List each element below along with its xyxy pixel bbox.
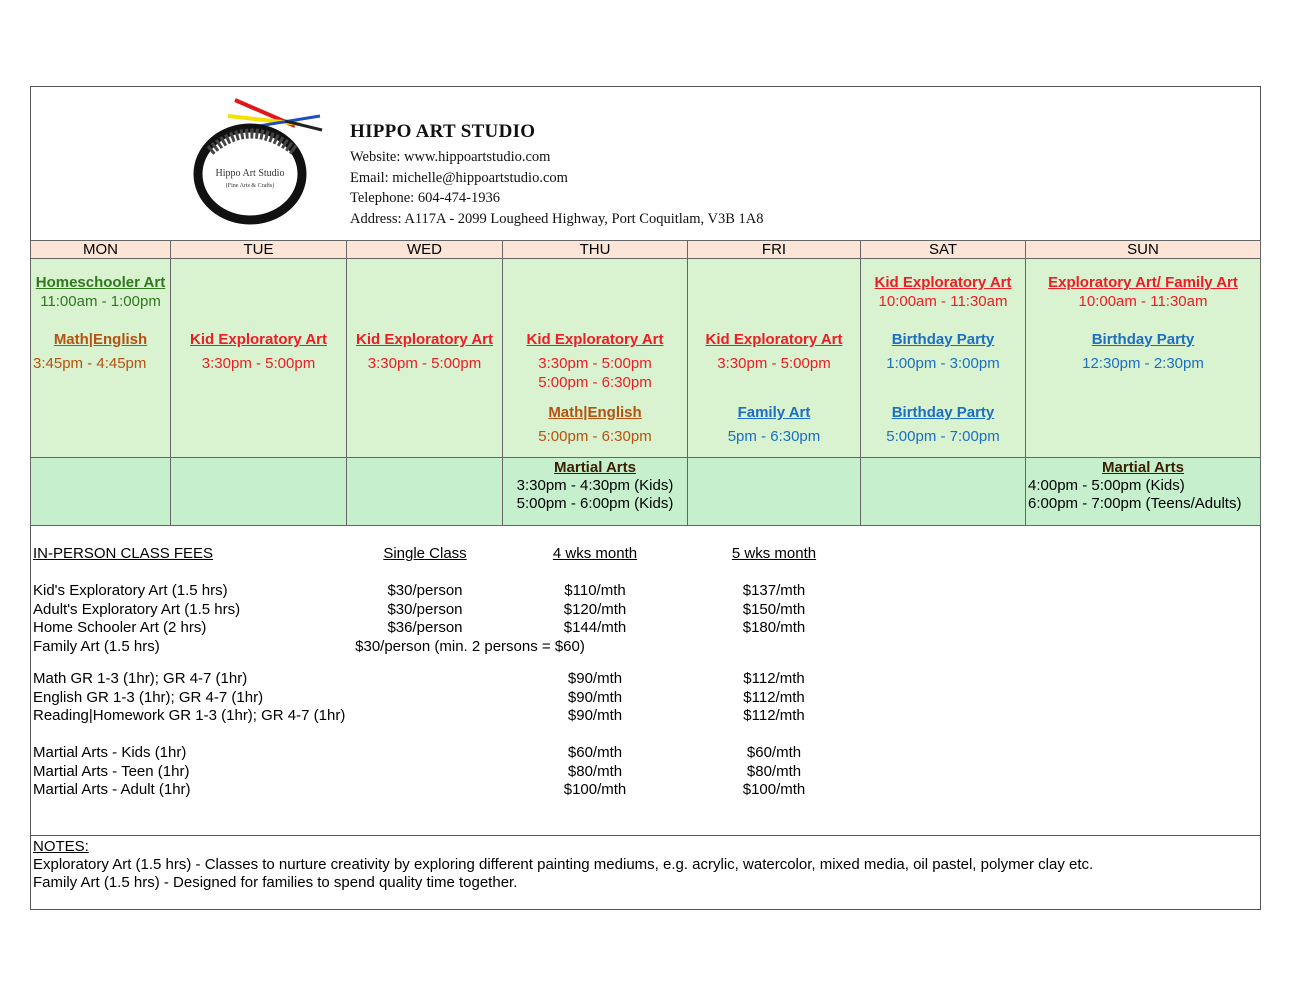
fee-value: $30/person [387, 582, 463, 599]
class-entry [861, 273, 1025, 311]
studio-info [350, 121, 764, 229]
class-title: Math|English [548, 404, 642, 421]
fee-header: 4 wks month [552, 545, 638, 562]
class-entry [861, 403, 1025, 446]
class-title: Exploratory Art/ Family Art [1048, 274, 1238, 291]
class-title: Birthday Party [1091, 331, 1195, 348]
class-time: 3:45pm - 4:45pm [33, 355, 147, 372]
studio-logo [190, 96, 325, 226]
day-cell-wed [347, 259, 503, 458]
day-cell-sat [861, 259, 1026, 458]
martial-cell-wed [347, 458, 503, 526]
fee-value: $90/mth [567, 707, 623, 724]
martial-cell-sat [861, 458, 1026, 526]
martial-arts-entry [1026, 459, 1260, 513]
day-cell-sun [1026, 259, 1261, 458]
fee-value: $36/person [387, 619, 463, 636]
martial-cell-mon [30, 458, 171, 526]
class-title: Kid Exploratory Art [874, 274, 1012, 291]
fee-value: $60/mth [746, 744, 802, 761]
notes-divider [30, 835, 1261, 836]
fee-class-name: Math GR 1-3 (1hr); GR 4-7 (1hr) [33, 670, 248, 687]
fee-value: $112/mth [743, 707, 805, 724]
day-cell-fri [688, 259, 861, 458]
notes-title: NOTES: [33, 838, 89, 855]
day-header-wed: WED [347, 240, 503, 259]
class-title: Birthday Party [891, 331, 995, 348]
fee-value: $120/mth [563, 600, 627, 618]
fee-header: 5 wks month [731, 545, 817, 562]
martial-cell-fri [688, 458, 861, 526]
day-header-tue: TUE [171, 240, 347, 259]
email: Email: michelle@hippoartstudio.com [350, 169, 568, 186]
website: Website: www.hippoartstudio.com [350, 149, 551, 165]
telephone: Telephone: 604-474-1936 [350, 190, 500, 206]
svg-text:(Fine Arts & Crafts): (Fine Arts & Crafts) [225, 183, 275, 189]
class-entry [31, 273, 170, 311]
fee-class-name: Martial Arts - Kids (1hr) [33, 744, 187, 761]
martial-cell-thu [503, 458, 688, 526]
class-title: Kid Exploratory Art [526, 331, 664, 348]
svg-text:Hippo Art Studio: Hippo Art Studio [215, 168, 285, 179]
fee-class-name: Martial Arts - Teen (1hr) [33, 762, 190, 780]
class-entry [347, 330, 502, 373]
fee-value: $100/mth [563, 781, 627, 798]
day-header-sun: SUN [1026, 240, 1261, 259]
class-entry [503, 403, 687, 446]
martial-arts-entry [503, 459, 687, 513]
class-title: Kid Exploratory Art [356, 331, 493, 348]
fee-value: $30/person [387, 600, 463, 618]
day-header-thu: THU [503, 240, 688, 259]
fee-header: Single Class [383, 545, 467, 562]
day-header-mon: MON [30, 240, 171, 259]
class-time: 3:30pm - 5:00pm [538, 355, 652, 372]
fee-header: IN-PERSON CLASS FEES [33, 545, 214, 562]
martial-arts-title: Martial Arts [554, 459, 636, 476]
class-entry [1026, 273, 1260, 311]
fee-value: $90/mth [567, 670, 623, 687]
class-entry [861, 330, 1025, 373]
class-time: 10:00am - 11:30am [1078, 293, 1208, 310]
class-time: 10:00am - 11:30am [878, 293, 1008, 310]
fee-value: $180/mth [742, 619, 806, 636]
fee-value: $110/mth [564, 582, 626, 599]
fee-value: $80/mth [746, 762, 802, 780]
class-time: 12:30pm - 2:30pm [1082, 355, 1204, 372]
class-title: Birthday Party [891, 404, 995, 421]
martial-arts-time: 3:30pm - 4:30pm (Kids) [516, 477, 674, 494]
class-entry [31, 330, 170, 373]
day-cell-mon [30, 259, 171, 458]
martial-cell-tue [171, 458, 347, 526]
fee-value: $150/mth [742, 600, 806, 618]
fee-value: $90/mth [567, 688, 623, 706]
martial-arts-title: Martial Arts [1102, 459, 1184, 476]
class-title: Kid Exploratory Art [190, 331, 327, 348]
class-title: Homeschooler Art [35, 274, 166, 291]
class-time: 5pm - 6:30pm [727, 428, 821, 445]
fee-value: $112/mth [743, 670, 805, 687]
class-entry [1026, 330, 1260, 373]
fee-value: $112/mth [743, 688, 805, 706]
class-title: Math|English [53, 331, 148, 348]
fee-value: $144/mth [563, 619, 627, 636]
class-time: 1:00pm - 3:00pm [886, 355, 1000, 372]
class-entry [688, 403, 860, 446]
note-line: Family Art (1.5 hrs) - Designed for families to spend quality time together. [33, 874, 518, 891]
day-header-sat: SAT [861, 240, 1026, 259]
note-line: Exploratory Art (1.5 hrs) - Classes to nurture creativity by exploring different painting mediums, e.g. acrylic, watercolor, mixed media, oil pastel, polymer clay etc. [33, 856, 1094, 873]
fee-class-name: English GR 1-3 (1hr); GR 4-7 (1hr) [33, 688, 264, 706]
class-title: Family Art [737, 404, 811, 421]
martial-cell-sun [1026, 458, 1261, 526]
class-time: 11:00am - 1:00pm [40, 293, 161, 310]
martial-arts-time: 4:00pm - 5:00pm (Kids) [1028, 477, 1185, 494]
fee-value: $80/mth [567, 762, 623, 780]
class-time: 3:30pm - 5:00pm [367, 355, 482, 372]
fee-class-name: Martial Arts - Adult (1hr) [33, 781, 191, 798]
fee-class-name: Kid's Exploratory Art (1.5 hrs) [33, 582, 228, 599]
address: Address: A117A - 2099 Lougheed Highway, Port Coquitlam, V3B 1A8 [350, 210, 764, 227]
class-time: 3:30pm - 5:00pm [201, 355, 316, 372]
class-time: 3:30pm - 5:00pm [717, 355, 831, 372]
day-cell-tue [171, 259, 347, 458]
fee-class-name: Family Art (1.5 hrs) [33, 637, 160, 655]
martial-arts-time: 5:00pm - 6:00pm (Kids) [516, 495, 674, 512]
class-title: Kid Exploratory Art [705, 331, 843, 348]
day-cell-thu [503, 259, 688, 458]
class-time: 5:00pm - 7:00pm [886, 428, 1000, 445]
studio-name: HIPPO ART STUDIO [350, 121, 536, 142]
class-entry [688, 330, 860, 373]
martial-arts-time: 6:00pm - 7:00pm (Teens/Adults) [1028, 495, 1242, 512]
day-header-fri: FRI [688, 240, 861, 259]
fee-class-name: Adult's Exploratory Art (1.5 hrs) [33, 600, 241, 618]
fee-class-name: Reading|Homework GR 1-3 (1hr); GR 4-7 (1hr) [33, 707, 346, 724]
fee-value: $60/mth [567, 744, 623, 761]
fee-value: $30/person (min. 2 persons = $60) [355, 637, 585, 655]
fee-value: $137/mth [742, 582, 806, 599]
class-time: 5:00pm - 6:30pm [538, 428, 652, 445]
class-entry [171, 330, 346, 373]
class-time: 5:00pm - 6:30pm [538, 374, 652, 391]
class-entry [503, 330, 687, 392]
fee-class-name: Home Schooler Art (2 hrs) [33, 619, 207, 636]
fee-value: $100/mth [742, 781, 806, 798]
